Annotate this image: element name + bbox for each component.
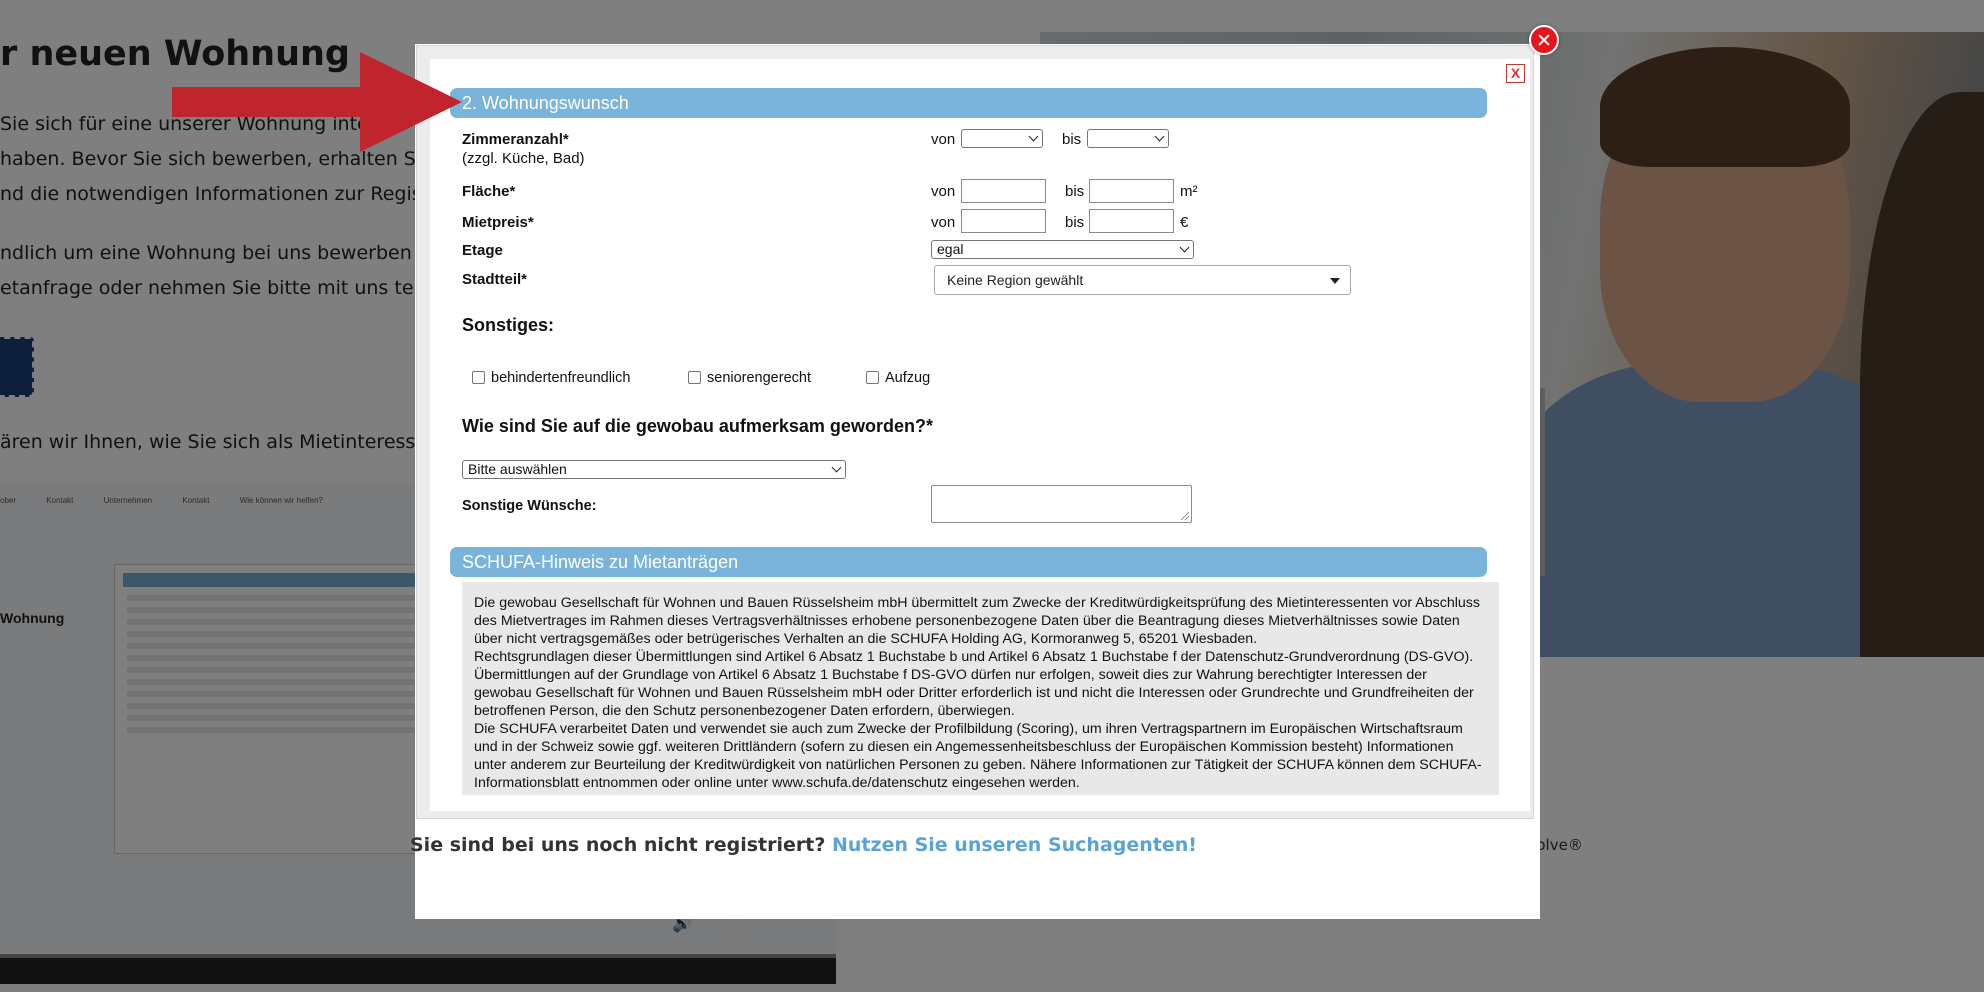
etage-label: Etage [462,242,503,259]
aufmerksam-select[interactable]: Bitte auswählen [462,460,846,479]
wuensche-label: Sonstige Wünsche: [462,498,597,514]
zimmer-from-label: von [931,131,956,148]
schufa-paragraph: Rechtsgrundlagen dieser Übermittlungen sind Artikel 6 Absatz 1 Buchstabe b und Artikel 6 Absatz 1 Buchstabe f der Datenschutz-Grundverordnung (DS-GVO). Übermittlungen auf der Grundlage von Artikel 6 Absatz 1 Buchstabe f DS-GVO dürfen nur erfolgen, soweit dies zur Wahrung berechtigter Interessen der gewobau Gesellschaft für Wohnen und Bauen Rüsselsheim mbH oder Dritter erforderlich ist und nicht die Interessen oder Grundrechte und Grundfreiheiten der betroffenen Person, die den Schutz personenbezogener Daten erfordern, überwiegen. [474,649,1474,719]
schufa-paragraph: Die gewobau Gesellschaft für Wohnen und Bauen Rüsselsheim mbH übermittelt zum Zwecke der Kreditwürdigkeitsprüfung des Mietinteressenten vor Abschluss des Mietvertrages im Rahmen dieses Vertragsverhältnisses erhobene personenbezogene Daten über die Beantragung dieses Mietverhältnisses sowie Daten über nicht vertragsgemäßes oder betrügerisches Verhalten an die SCHUFA Holding AG, Kormoranweg 5, 65201 Wiesbaden. [474,595,1480,647]
flaeche-to-input[interactable] [1089,179,1174,203]
resize-grip-icon[interactable] [1181,512,1189,520]
behindertenfreundlich-label: behindertenfreundlich [491,370,631,386]
pointer-arrow-icon [172,52,462,152]
flaeche-from-input[interactable] [961,179,1046,203]
mietpreis-label: Mietpreis* [462,214,534,231]
stadtteil-label: Stadtteil* [462,271,528,288]
section-title-wohnungswunsch: 2. Wohnungswunsch [450,88,1487,118]
search-agent-link[interactable]: Nutzen Sie unseren Suchagenten! [832,834,1197,856]
flaeche-to-label: bis [1065,183,1085,200]
zimmer-label: Zimmeranzahl* [462,131,569,148]
mietpreis-to-input[interactable] [1089,209,1174,233]
etage-select[interactable]: egal [931,240,1194,259]
caret-down-icon [1330,278,1340,284]
flaeche-unit: m² [1180,183,1198,200]
flaeche-from-label: von [931,183,956,200]
aufzug-checkbox[interactable] [866,371,879,384]
wuensche-textarea[interactable] [931,485,1192,523]
zimmer-from-select[interactable] [961,129,1043,148]
chevron-down-icon [832,463,842,473]
mietpreis-from-input[interactable] [961,209,1046,233]
schufa-notice [462,582,1499,795]
seniorengerecht-label: seniorengerecht [707,370,811,386]
aufmerksam-question: Wie sind Sie auf die gewobau aufmerksam geworden?* [462,416,933,436]
sonstiges-heading: Sonstiges: [462,315,555,335]
zimmer-sublabel: (zzgl. Küche, Bad) [462,150,585,167]
footer-register-hint [410,834,1197,856]
mietpreis-to-label: bis [1065,214,1085,231]
footer-question: Sie sind bei uns noch nicht registriert? [410,834,826,856]
inner-close-button[interactable]: X [1506,64,1525,83]
close-icon[interactable] [1529,25,1559,55]
schufa-paragraph: Die SCHUFA verarbeitet Daten und verwendet sie auch zum Zwecke der Profilbildung (Scoring), um ihren Vertragspartnern im Europäischen Wirtschaftsraum und in der Schweiz sowie ggf. weiteren Drittländern (sofern zu diesen ein Angemessenheitsbeschluss der Europäischen Kommission besteht) Informationen unter anderem zur Beurteilung der Kreditwürdigkeit von natürlichen Personen zu geben. Nähere Informationen zur Tätigkeit der SCHUFA können dem SCHUFA-Informationsblatt entnommen oder online unter www.schufa.de/datenschutz eingesehen werden. [474,721,1482,791]
chevron-down-icon [1180,243,1190,253]
seniorengerecht-checkbox[interactable] [688,371,701,384]
chevron-down-icon [1155,132,1165,142]
mietpreis-unit: € [1180,214,1189,231]
behindertenfreundlich-checkbox[interactable] [472,371,485,384]
stadtteil-select[interactable]: Keine Region gewählt [934,265,1351,295]
chevron-down-icon [1029,132,1039,142]
aufzug-label: Aufzug [885,370,931,386]
zimmer-to-label: bis [1062,131,1082,148]
zimmer-to-select[interactable] [1087,129,1169,148]
mietpreis-from-label: von [931,214,956,231]
section-title-schufa: SCHUFA-Hinweis zu Mietanträgen [450,547,1487,577]
flaeche-label: Fläche* [462,183,516,200]
